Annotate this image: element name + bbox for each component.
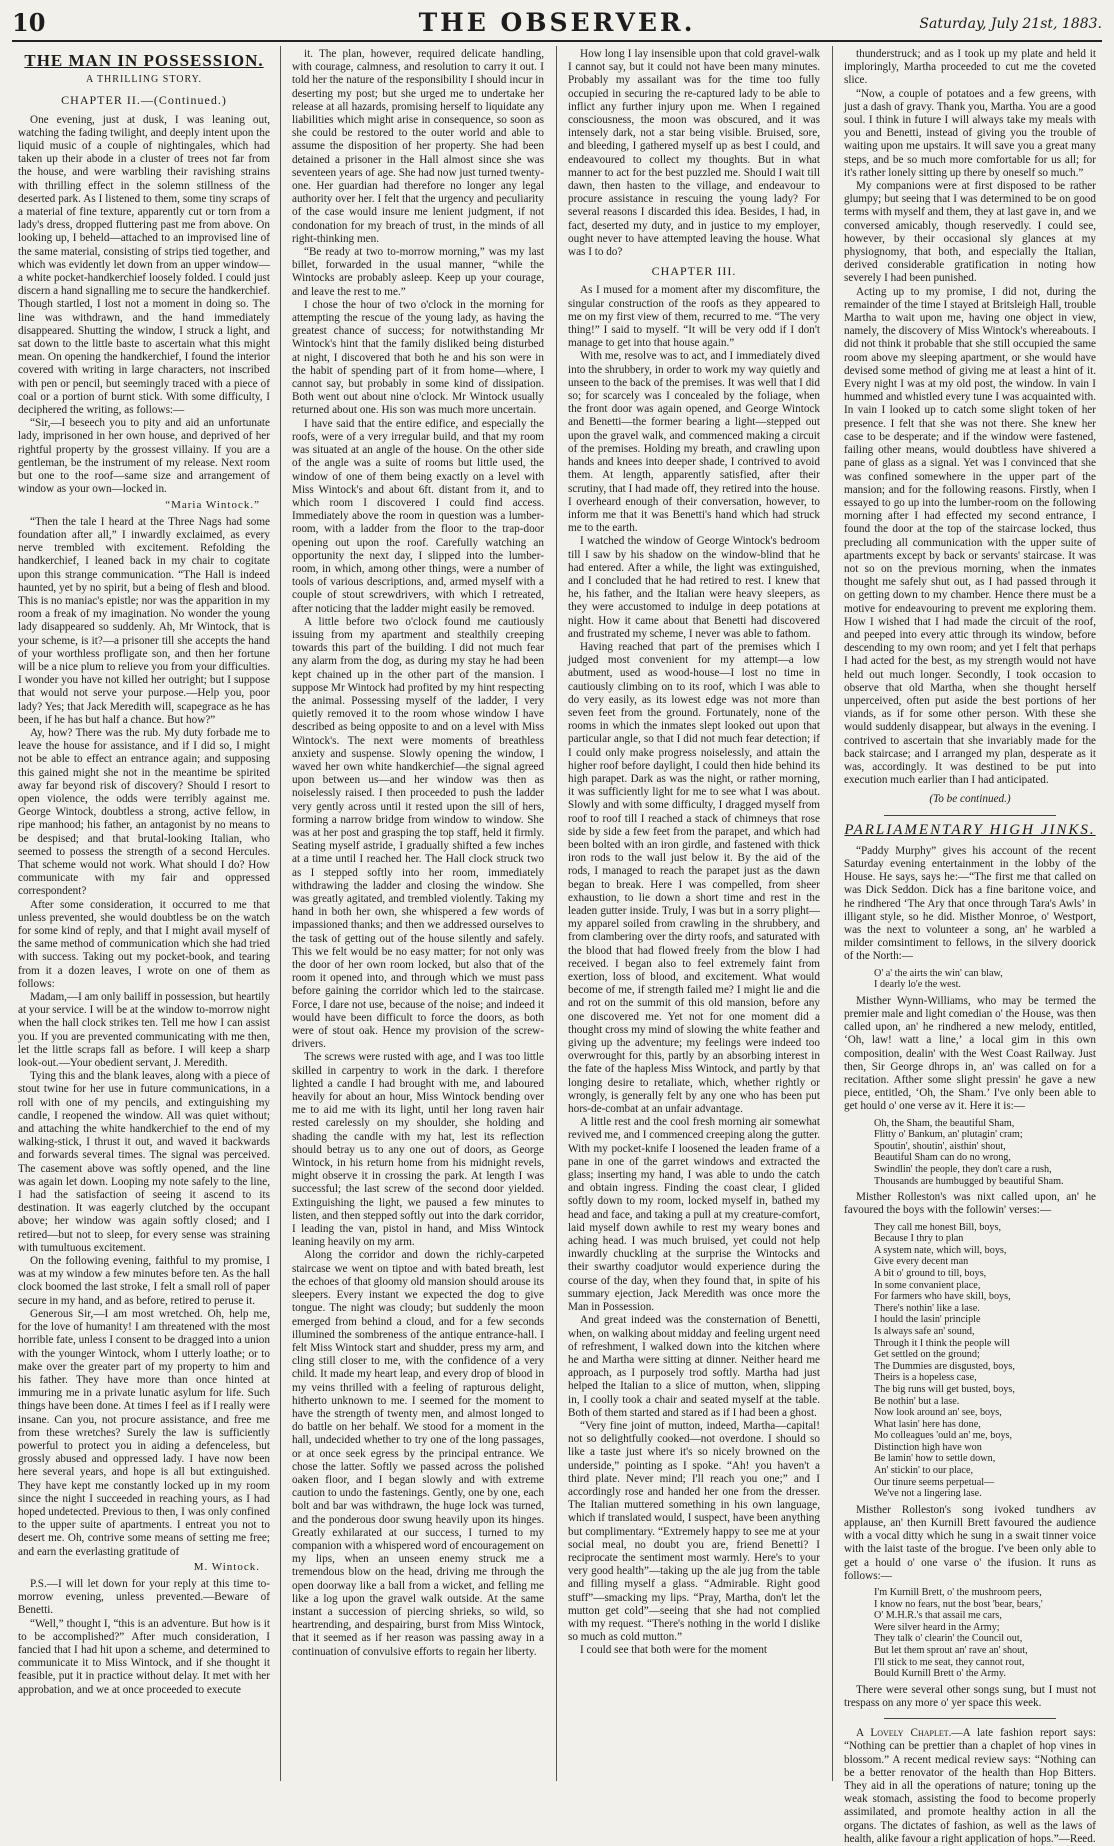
paragraph: “Well,” thought I, “this is an adventure. But how is it to be accomplished?” After much consideration, I fancied that I had hit upon a scheme, and determined to communicate it to Miss Wintock, and if she thought it feasible, put it in practice without delay. It met with her approbation, and we at once proceeded to execute [18, 1617, 270, 1696]
paragraph: “Be ready at two to-morrow morning,” was my last billet, forwarded in the usual manner, “while the Wintocks are probably asleep. Keep up your courage, and leave the rest to me.” [292, 246, 544, 298]
verse-block [874, 1118, 1096, 1188]
paragraph: As I mused for a moment after my discomfiture, the singular construction of the roofs as they appeared to me on my first view of them, recurred to me. “The very thing!” I said to myself. “It will be very odd if I don't manage to get into that house again.” [568, 284, 820, 350]
story-title: THE MAN IN POSSESSION. [24, 51, 264, 70]
chaplet-text: —A late fashion report says: “Nothing can be prettier than a chaplet of hop vines in blossom.” A recent medical review says: “Nothing can be a better renovator of the health than Hop Bitters. They aid in all the operations of nature; toning up the weak stomach, assisting the food to become properly assimilated, and promote healthy action in all the organs. The dictates of fashion, as well as the laws of health, alike favour a right application of hops.”—Reed. [844, 1727, 1096, 1845]
paragraph: P.S.—I will let down for your reply at this time to-morrow evening, unless prevented.—Beware of Benetti. [18, 1577, 270, 1617]
paragraph: Tying this and the blank leaves, along with a piece of stout twine for her use in future communications, in a roll with one of my pencils, and extinguishing my candle, I reopened the window. All was quiet without; and attaching the white handkerchief to the end of my walking-stick, I thrust it out, and waved it backwards and forwards several times. The signal was perceived. The casement above was softly opened, and the line was again let down. Looping my note safely to the line, I had the satisfaction of seeing it ascend to its destination. It was eagerly clutched by the occupant above; her window was again softly closed; and I retired—but not to sleep, for every sense was straining with tumultuous excitement. [18, 1070, 270, 1254]
verse-line: I hould the lasin' principle [874, 1314, 981, 1326]
paragraph: After some consideration, it occurred to me that unless prevented, she would doubtless be on the watch for some kind of reply, and that I might avail myself of the same method of communication which she had tried with success. Taking out my pocket-book, and tearing from it a dozen leaves, I wrote on one of them as follows: [18, 898, 270, 990]
column-rule [280, 46, 281, 1781]
chaplet-title: A Lovely Chaplet. [856, 1727, 952, 1740]
verse-line: O' a' the airts the win' can blaw, [874, 967, 1003, 979]
verse-line: Be lamin' how to settle down, [874, 1453, 996, 1465]
verse-line: Bould Kurnill Brett o' the Army. [874, 1668, 1006, 1680]
verse-block [874, 968, 1096, 991]
verse-line: Thousands are humbugged by beautiful Sham. [874, 1175, 1064, 1187]
paragraph: I could see that both were for the moment [580, 1644, 768, 1657]
verse-line: Because I thry to plan [874, 1233, 964, 1245]
section-divider [884, 815, 1056, 816]
paragraph: My companions were at first disposed to be rather glumpy; but seeing that I was determined to be on good terms with myself and them, they at last gave in, and we conversed amicably, though reservedly. I could see, however, by their occasional sly glances at my physiognomy, that both, and especially the Italian, derived considerable gratification in noting how severely I had been punished. [844, 180, 1096, 285]
verse-block [874, 1587, 1096, 1680]
verse-line: There's nothin' like a lase. [874, 1302, 980, 1314]
verse-line: For farmers who have skill, boys, [874, 1291, 1011, 1303]
verse-line: What lasin' here has done, [874, 1418, 981, 1430]
paragraph: “Now, a couple of potatoes and a few greens, with just a dash of gravy. Thank you, Martha. You are a good soul. I think in future I will always take my meals with you and Benetti, instead of giving you the trouble of waiting upon me upstairs. It will save you a great many steps, and be so much more comfortable for us all; for it's rather lonely sitting up there by oneself so much.” [844, 87, 1096, 179]
paragraph: thunderstruck; and as I took up my plate and held it imploringly, Martha proceeded to cut me the coveted slice. [844, 48, 1096, 87]
verse-line: I'm Kurnill Brett, o' the mushroom peers, [874, 1587, 1042, 1599]
verse-line: I know no fears, nut the bost 'bear, bears,' [874, 1598, 1043, 1610]
paragraph: Misther Wynn-Williams, who may be termed the premier male and light comedian o' the House, was then called upon, an' he rindhered a new melody, entitled, ‘Oh, law! watt a line,’ a local gim in this own composition, dealin' with the West Coast Railway. Just then, Sir George dhrops in, an' was called on for a recitation. Afther some slight pressin' he gave a new piece, entitled, ‘Oh, the Sham.’ I've only been able to get hould o' one verse av it. Here it is:— [844, 994, 1096, 1113]
chapter-heading: CHAPTER II.—(Continued.) [61, 93, 227, 108]
column-3 [568, 48, 820, 1784]
paragraph: A little rest and the cool fresh morning air somewhat revived me, and I commenced creeping along the gutter. With my pocket-knife I loosened the leaden frame of a pane in one of the garret windows and extracted the glass; inserting my hand, I was able to undo the catch and obtain ingress. Finding the coast clear, I glided softly down to my room, locked myself in, bathed my head and face, and taking a pull at my creature-comfort, laid myself down awhile to rest my weary bones and aching head. I was much bruised, yet could not help inwardly chuckling at the surprise the Wintocks and their swarthy coadjutor would experience during the course of the day, when they found that, in spite of his summary ejection, Jack Meredith was once more the Man in Possession. [568, 1116, 820, 1314]
parliament-title: PARLIAMENTARY HIGH JINKS. [844, 821, 1096, 838]
verse-line: Distinction high have won [874, 1441, 982, 1453]
column-2 [292, 48, 544, 1784]
verse-line: A bit o' ground to till, boys, [874, 1267, 987, 1279]
verse-block [874, 1222, 1096, 1500]
verse-line: An' stickin' to our place, [874, 1465, 974, 1477]
verse-line: Get settled on the ground; [874, 1349, 980, 1361]
verse-line: They talk o' clearin' the Council out, [874, 1633, 1023, 1645]
paragraph: Misther Rolleston's song ivoked tundhers av applause, an' then Kurnill Brett favoured the audience with a vocal ditty which he sung in a swait tinner voice with the laist taste of the brogue. I've been only able to get a hould o' one varse o' the ifusion. It runs as follows:— [844, 1503, 1096, 1582]
chaplet-paragraph [844, 1727, 1096, 1846]
verse-line: Oh, the Sham, the beautiful Sham, [874, 1117, 1015, 1129]
paragraph: I chose the hour of two o'clock in the morning for attempting the rescue of the young lady, as having the greatest chance of success; for notwithstanding Mr Wintock's hint that the family disliked being disturbed at night, I discovered that both he and his son were in the habit of spending part of it from home—where, I cannot say, but probably in some kind of dissipation. Both went out about nine o'clock. Mr Wintock usually returned about one. His son was much more uncertain. [292, 298, 544, 417]
verse-line: Spoutin', shoutin', aisthin' shout, [874, 1140, 1006, 1152]
page-number: 10 [12, 8, 46, 37]
verse-line: Is always safe an' sound, [874, 1325, 975, 1337]
verse-line: They call me honest Bill, boys, [874, 1221, 1002, 1233]
paragraph: Having reached that part of the premises which I judged most convenient for my attempt—a low abutment, used as wood-house—I lost no time in cautiously climbing on to its roof, which I was able to do very easily, as its lowest edge was not more than seven feet from the ground. Fortunately, none of the rooms in which the inmates slept looked out upon that particular angle, so that I did not much fear detection; if I could only make progress noiselessly, and attain the higher roof before daylight, I could then hide behind its high parapet. Dark as was the night, or rather morning, it was sufficiently light for me to see what I was about. Slowly and with some difficulty, I dragged myself from roof to roof till I reached a stack of chimneys that rose side by side a few feet from the parapet, and which had been bolted with an iron girdle, and fastened with thick iron rods to the wall just below it. By the aid of the rods, I managed to reach the parapet just as the dawn began to break. Here I was compelled, from sheer exhaustion, to lie down a short time and rest in the leaden gutter inside. Truly, I was but in a sorry plight—my apparel soiled from crawling in the shrubbery, and from clambering over the dirty roofs, and saturated with the blood that had flowed freely from the blow I had received. I began also to feel extremely faint from exertion, loss of blood, and excitement. What would become of me, if strength failed me? I might lie and die and rot on the summit of this old mansion, before any one discovered me. Yet not for one moment did a thought cross my mind of slowing the white feather and giving up the adventure; my feelings were indeed too overwrought for this, partly by an absorbing interest in the fate of the hapless Miss Wintock, and partly by that longing desire to retaliate, which, whether rightly or wrongly, is generally felt by any one who has been put hors-de-combat at an unfair advantage. [568, 640, 820, 1116]
newspaper-title: THE OBSERVER. [418, 8, 696, 37]
verse-line: We've not a lingering lase. [874, 1488, 982, 1500]
verse-line: I dearly lo'e the west. [874, 979, 961, 991]
section-divider [884, 1718, 1056, 1719]
column-1 [18, 48, 270, 1784]
paragraph: The screws were rusted with age, and I was too little skilled in carpentry to work in the dark. I therefore lighted a candle I had brought with me, and laboured heavily for about an hour, Miss Wintock bending over me to aid me with its light, until her long raven hair rested carelessly on my shoulder, she holding and shading the candle with my hat, lest its reflection should betray us to any one out of doors, as George Wintock, in his return home from his midnight revels, might observe it in crossing the park. At length I was successful; the last screw of the second door yielded. Extinguishing the light, we paused a few minutes to listen, and then stepped softly out into the dark corridor, I leading the van, pistol in hand, and Miss Wintock leaning heavily on my arm. [292, 1051, 544, 1249]
paragraph: “Then the tale I heard at the Three Nags had some foundation after all,” I inwardly exclaimed, as every nerve trembled with excitement. Refolding the handkerchief, I leaned back in my chair to cogitate upon this strange communication. “The Hall is indeed haunted, yet by no spirit, but a being of flesh and blood. This is no maniac's epistle; nor was the apparition in my room a freak of my imagination. No wonder the young lady disappeared so suddenly. Ah, Mr Wintock, that is your scheme, is it?—a prisoner till she accepts the hand of your worthless profligate son, and then her fortune will be a nice plum to relieve you from your difficulties. I wonder you have not killed her outright; but I suppose that would not serve your purpose.—Help you, poor lady? Yes; that Jack Meredith will, scapegrace as he has been, if he has but half a chance. But how?” [18, 515, 270, 726]
verse-line: Flitty o' Bankum, an' plutagin' cram; [874, 1129, 1023, 1141]
paragraph: Generous Sir,—I am most wretched. Oh, help me, for the love of humanity! I am threatened with the most horrible fate, unless I consent to be dragged into a union with the younger Wintock, whom I utterly loathe; or to make over the greater part of my property to him and his father. They have more than once hinted at immuring me in a private lunatic asylum for life. Such things have been done. At times I feel as if I really were insane. Can you, not procure assistance, and free me from these wretches? Surely the law is sufficiently powerful to protect you in aiding a defenceless, but grossly abused and oppressed lady. I have now been here several years, and hope is all but extinguished. They have kept me constantly locked up in my room since the night I succeeded in reaching yours, as I had hoped undetected. Previous to then, I was only confined to the upper suite of apartments. I entreat you not to desert me. Oh, contrive some means of setting me free; and earn the everlasting gratitude of [18, 1307, 270, 1558]
verse-line: Be nothin' but a lase. [874, 1395, 960, 1407]
paragraph: One evening, just at dusk, I was leaning out, watching the fading twilight, and deeply intent upon the liquid music of a couple of nightingales, which had taken up their abode in a cluster of trees not far from the house, and were warbling their ravishing strains with thrilling effect in the solemn stillness of the deserted park. As I listened to them, some tiny scraps of a material of fine texture, apparently cut or torn from a lady's dress, dropped fluttering past me from above. On looking up, I beheld—attached to an improvised line of the same material, consisting of strips tied together, and which was evidently let down from an upper window—a white pocket-handkerchief loosely folded. I could just discern a hand signalling me to secure the handkerchief. Though startled, I lost not a moment in doing so. The line was withdrawn, and the hand immediately disappeared. Shutting the window, I struck a light, and sat down to the little baste to ascertain what this might mean. On opening the handkerchief, I found the interior covered with writing in large characters, not inscribed with pen or pencil, but seemingly traced with a piece of coal or a portion of burnt stick. With some difficulty, I deciphered the writing, as follows:— [18, 113, 270, 417]
verse-line: O' M.H.R.'s that assail me cars, [874, 1610, 1002, 1622]
chapter-heading: CHAPTER III. [651, 264, 737, 279]
masthead [12, 6, 1102, 42]
verse-line: Now look around an' see, boys, [874, 1407, 1002, 1419]
paragraph: A little before two o'clock found me cautiously issuing from my apartment and stealthily creeping towards this part of the building. I did not much fear any alarm from the dog, as during my stay he had been kept chained up in the other part of the mansion. I suppose Mr Wintock had profited by my hint respecting the animal. Possessing myself of the ladder, I very quietly removed it to the room whose window I have described as being opposite to and on a level with Miss Wintock's. The next were moments of breathless anxiety and suspense. Slowly opening the window, I waved her own white handkerchief—the signal agreed upon between us—and her window was then as noiselessly raised. I then proceeded to push the ladder very gently across until it rested upon the sill of hers, forming a narrow bridge from window to window. She was at her post and grasping the top staff, held it firmly. Seating myself astride, I gradually shifted a few inches at a time until I reached her. The Hall clock struck two as I stepped softly into her room, immediately withdrawing the ladder and closing the window. She was greatly agitated, and trembled violently. Taking my hand in both her own, she whispered a few words of impassioned thanks; and then we addressed ourselves to the task of getting out of the house silently and safely. This we felt would be no easy matter; for not only was the door of her own room locked, but also that of the room it opened into, and through which we must pass before gaining the corridor which led to the staircase. Force, I dare not use, because of the noise; and indeed it would have been difficult to force the doors, as both were of stout oak. Hence my provision of the screw-drivers. [292, 615, 544, 1051]
to-be-continued: (To be continued.) [929, 793, 1011, 806]
verse-line: I'll stick to me seat, they cannot rout, [874, 1656, 1025, 1668]
column-4 [844, 48, 1096, 1845]
paragraph: How long I lay insensible upon that cold gravel-walk I cannot say, but it could not have been many minutes. Probably my assailant was for the time too fully occupied in securing the re-captured lady to be able to inflict any further injury upon me. When I regained consciousness, the moon was obscured, and it was intensely dark, not a star being visible. Bruised, sore, and bleeding, I gathered myself up as best I could, and endeavoured to collect my thoughts. But in what manner to act for the best puzzled me. Should I wait till dawn, then hasten to the village, and endeavour to procure assistance in rescuing the young lady? For several reasons I discarded this idea. Besides, I had, in fact, deserted my duty, and in justice to my employer, ought never to have attempted leaving the house. What was I to do? [568, 48, 820, 259]
verse-line: The big runs will get busted, boys, [874, 1383, 1015, 1395]
verse-line: Were silver heard in the Army; [874, 1621, 1000, 1633]
verse-line: In some convanient place, [874, 1279, 981, 1291]
paragraph: There were several other songs sung, but I must not trespass on any more o' yer space this week. [844, 1683, 1096, 1710]
paragraph: And great indeed was the consternation of Benetti, when, on walking about midday and feeling urgent need of refreshment, I walked down into the kitchen where he and Martha were sitting at dinner. Neither heard me approach, as I purposely trod softly. Martha had just helped the Italian to a slice of mutton, when, slipping in, I coolly took a chair and seated myself at the table. Both of them started and stared as if I had been a ghost. [568, 1314, 820, 1419]
paragraph: “Paddy Murphy” gives his account of the recent Saturday evening entertainment in the lobby of the House. He says, says he:—“The first me that called on was Dick Seddon. Dick has a fine baritone voice, and he rindhered ‘The Ary that once through Tara's Awls’ in illigant style, so he did. Misther Monroe, o' Westport, was the next to volunteer a song, an' he warbled a milder comsintiment to fellows, in the silvery doorick of the North:— [844, 844, 1096, 963]
verse-line: Swindlin' the people, they don't care a rush, [874, 1164, 1052, 1175]
paragraph: I have said that the entire edifice, and especially the roofs, were of a very irregular build, and that my room was situated at an angle of the house. On the other side of the angle was a suite of rooms but little used, the window of one of them being exactly on a level with Miss Wintock's and about 6ft. distant from it, and to which room I discovered I could find access. Immediately above the room in question was a lumber-room, with a ladder from the floor to the trap-door opening out upon the roof. Carefully watching an opportunity the next day, I slipped into the lumber-room, in which, among other things, were a number of tools of various descriptions, and, armed myself with a couple of stout screwdrivers, with which I retreated, after noticing that the ladder might easily be removed. [292, 417, 544, 615]
verse-line: The Dummies are disgusted, boys, [874, 1360, 1015, 1372]
paragraph: Along the corridor and down the richly-carpeted staircase we went on tiptoe and with bated breath, lest the echoes of that gloomy old mansion should arouse its sleepers. Every instant we expected the dog to give tongue. The night was cloudy; but suddenly the moon emerged from behind a cloud, and for a few seconds illumined the sombreness of the antique entrance-hall. I felt Miss Wintock start and shudder, press my arm, and cling still closer to me, with the confidence of a very child. It made my heart leap, and every drop of blood in my veins thrilled with a feeling of rapturous delight, hitherto unknown to me. I seemed for the moment to have the strength of twenty men, and almost longed to do battle on her behalf. We stood for a moment in the hall, undecided whether to try one of the long passages, or at once seek egress by the principal entrance. We chose the latter. Softly we passed across the polished oaken floor, and I began slowly and with extreme caution to undo the fastenings. Gently, one by one, each bolt and bar was withdrawn, the huge lock was turned, and the ponderous door swung heavily upon its hinges. Greatly exhilarated at our success, I turned to my companion with a whispered word of encouragement on my lips, when an unseen enemy struck me a tremendous blow on the head, driving me through the open doorway like a ball from a wicket, and felling me like a log upon the gravel walk outside. At the same instant a succession of piercing shrieks, so wild, so heartrending, and despairing, burst from Miss Wintock, that it seemed as if her reason was passing away in a continuation of convulsive efforts to regain her liberty. [292, 1249, 544, 1658]
verse-line: A system nate, which will, boys, [874, 1244, 1007, 1256]
verse-line: Through it I think the people will [874, 1337, 1010, 1349]
paragraph: On the following evening, faithful to my promise, I was at my window a few minutes before ten. As the hall clock boomed the last stroke, I felt a small roll of paper secure in my hand, and as before, retired to peruse it. [18, 1255, 270, 1307]
paragraph: Misther Rolleston's was nixt called upon, an' he favoured the boys with the followin' verses:— [844, 1191, 1096, 1217]
paragraph: it. The plan, however, required delicate handling, with courage, calmness, and resolution to carry it out. I told her the nature of the responsibility I should incur in deserting my post; but she urged me to undertake her release at all hazards, promising herself to liquidate any liabilities which might arise in consequence, so soon as she could be restored to the outer world and able to assume the disposition of her property. She had been detained a prisoner in the Hall almost since she was seventeen years of age. She had now just turned twenty-one. Her guardian had therefore no longer any legal authority over her. I felt that the urgency and peculiarity of the case would insure me lenient judgment, if not condonation for my breach of trust, in the minds of all right-thinking men. [292, 48, 544, 245]
column-rule [832, 46, 833, 1781]
verse-line: Give every decent man [874, 1256, 969, 1268]
signature: M. Wintock. [193, 1560, 260, 1573]
paragraph: “Very fine joint of mutton, indeed, Martha—capital! not so delightfully cooked—not overdone. I should so like a taste just where it's so nicely browned on the underside,” pointing as I spoke. “Ah! you haven't a third plate. Never mind; I'll reach you one;” and I accordingly rose and handed her one from the dresser. The Italian muttered something in his own language, which if translated would, I suspect, have been anything but complimentary. “Extremely happy to see me at your social meal, no doubt you are, friend Benetti? I reciprocate the sentiment most warmly. Here's to your very good health”—taking up the ale jug from the table and filling myself a glass. “Admirable. Right good stuff”—smacking my lips. “Pray, Martha, don't let the mutton get cold”—seeing that she had not complied with my request. “There's nothing in the world I dislike so much as cold mutton.” [568, 1419, 820, 1644]
verse-line: Theirs is a hopeless case, [874, 1372, 977, 1384]
paragraph: Madam,—I am only bailiff in possession, but heartily at your service. I will be at the window to-morrow night when the hall clock strikes ten. Tell me how I can assist you. If you are prevented communicating with me then, let the little scraps fall as before. I will keep a sharp look-out.—Your obedient servant, J. Meredith. [18, 991, 270, 1070]
verse-line: Our tinure seems perpetual— [874, 1476, 995, 1488]
verse-line: Beautiful Sham can do no wrong, [874, 1152, 1011, 1164]
verse-line: Mo colleagues 'ould an' me, boys, [874, 1430, 1013, 1442]
verse-line: But let them sprout an' rave an' shout, [874, 1645, 1028, 1657]
paragraph: Ay, how? There was the rub. My duty forbade me to leave the house for assistance, and if I did so, I might not be able to effect an entrance again; and supposing this gained might she not in the meantime be spirited away far beyond risk of discovery? Should I resort to open violence, the odds were terribly against me. George Wintock, doubtless a strong, active fellow, in ripe manhood; his father, an antagonist by no means to be despised; and that brutal-looking Italian, who seemed to possess the strength of a second Hercules. That scheme would not work. What should I do? How communicate with my fair and oppressed correspondent? [18, 726, 270, 898]
column-rule [556, 46, 557, 1781]
story-subtitle: A THRILLING STORY. [85, 74, 203, 86]
issue-date: Saturday, July 21st, 1883. [919, 16, 1102, 32]
paragraph: Acting up to my promise, I did not, during the remainder of the time I stayed at Britsleigh Hall, trouble Martha to wait upon me, having one object in view, namely, the discovery of Miss Wintock's whereabouts. I did not think it probable that she still occupied the same room above my sleeping apartment, or she would have devised some method of giving me at least a hint of it. Every night I was at my old post, the window. In vain I hummed and whistled every tune I was acquainted with. In vain I looked up to catch some slight token of her presence. I felt that she was not there. She knew her case to be desperate; and if the window were fastened, failing other means, would doubtless have shivered a pane of glass as a signal. Yet was I convinced that she was confined somewhere in the upper part of the mansion; and for the following reasons. Firstly, when I essayed to go up into the lumber-room on the following morning after I had effected my second entrance, I found the door at the top of the staircase locked, thus precluding all communication with the upper suite of apartments except by back or servants' staircase. It was not so on the previous morning, when the inmates thought me safely shut out, as I had passed through it on getting down to my chamber. Hence there must be a motive for endeavouring to prevent me exploring them. How I wished that I had made the circuit of the roof, and peeped into every attic through its window, before descending to my own room; and yet I felt that perhaps I had acted for the best, as my strength would not have held out much longer. Secondly, I took occasion to observe that old Martha, when she thought herself unperceived, often put aside the best portions of her viands, as if for some other person. With these she would suddenly disappear, but always in the evening. I contrived to ascertain that she invariably made for the back staircase; and I arranged my plan, desperate as it was, accordingly. It was destined to be put into execution much earlier than I had anticipated. [844, 285, 1096, 787]
paragraph: “Sir,—I beseech you to pity and aid an unfortunate lady, imprisoned in her own house, and deprived of her rightful property by the grossest villainy. If you are a gentleman, be the instrument of my release. Next room but one to the roof—same size and arrangement of window as your own—locked in. [18, 417, 270, 496]
signature: “Maria Wintock.” [165, 498, 260, 511]
paragraph: I watched the window of George Wintock's bedroom till I saw by his shadow on the window-blind that he had entered. After a while, the light was extinguished, and I concluded that he had retired to rest. I knew that he, his father, and the Italian were heavy sleepers, as they were accustomed to indulge in deep potations at night. How it came about that Benetti had discovered and frustrated my scheme, I never was able to fathom. [568, 535, 820, 640]
paragraph: With me, resolve was to act, and I immediately dived into the shrubbery, in order to work my way quietly and unseen to the back of the premises. It was well that I did so; for scarcely was I concealed by the foliage, when the front door was again opened, and George Wintock and Benetti—the former bearing a light—stepped out upon the gravel walk, and commenced making a circuit of the premises. Holding my breath, and crawling upon hands and knees into deeper shade, I contrived to avoid them. At length, apparently satisfied, after their scrutiny, that I had made off, they retired into the house. I overheard enough of their conversation, however, to inform me that it was Benetti's hand which had struck me to the earth. [568, 350, 820, 535]
